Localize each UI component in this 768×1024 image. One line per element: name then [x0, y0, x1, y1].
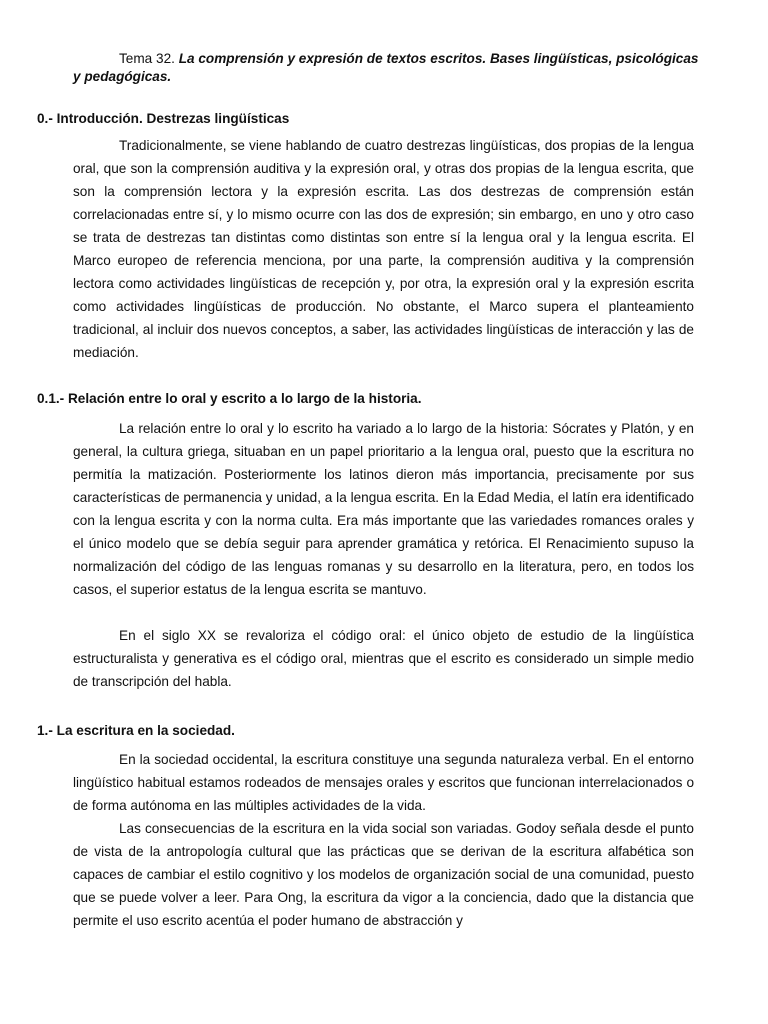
- section-heading-introduccion: 0.- Introducción. Destrezas lingüísticas: [37, 111, 290, 126]
- document-title: [73, 50, 703, 86]
- section-heading-escritura-sociedad: 1.- La escritura en la sociedad.: [37, 723, 235, 738]
- paragraph-sociedad-occidental: En la sociedad occidental, la escritura constituye una segunda naturaleza verbal. En el entorno lingüístico habitual estamos rodeados de mensajes orales y escritos que funcionan interrelacionados o de forma autónoma en las múltiples actividades de la vida.: [73, 752, 694, 813]
- paragraph-consecuencias-escritura: Las consecuencias de la escritura en la vida social son variadas. Godoy señala desde el punto de vista de la antropología cultural que las prácticas que se derivan de la escritura alfabética son capaces de cambiar el estilo cognitivo y los modelos de organización social de una comunidad, puesto que se puede volver a leer. Para Ong, la escritura da vigor a la conciencia, dado que la distancia que permite el uso escrito acentúa el poder humano de abstracción y: [73, 821, 694, 928]
- title-prefix: Tema 32.: [119, 51, 179, 66]
- paragraph-introduccion: Tradicionalmente, se viene hablando de cuatro destrezas lingüísticas, dos propias de la lengua oral, que son la comprensión auditiva y la expresión oral, y otras dos propias de la lengua escrita, que son la comprensión lectora y la expresión escrita. Las dos destrezas de comprensión están correlacionadas entre sí, y lo mismo ocurre con las dos de expresión; sin embargo, en uno y otro caso se trata de destrezas tan distintas como distintas son entre sí la lengua oral y la lengua escrita. El Marco europeo de referencia menciona, por una parte, la comprensión auditiva y la comprensión lectora como actividades lingüísticas de recepción y, por otra, la expresión oral y la expresión escrita como actividades lingüísticas de producción. No obstante, el Marco supera el planteamiento tradicional, al incluir dos nuevos conceptos, a saber, las actividades lingüísticas de interacción y las de mediación.: [73, 138, 694, 360]
- paragraph-siglo-xx: En el siglo XX se revaloriza el código oral: el único objeto de estudio de la lingüística estructuralista y generativa es el código oral, mientras que el escrito es considerado un simple medio de transcripción del habla.: [73, 628, 694, 689]
- title-text: La comprensión y expresión de textos escritos. Bases lingüísticas, psicológicas y pedagógicas.: [73, 51, 699, 84]
- paragraph-relacion-historia: La relación entre lo oral y lo escrito ha variado a lo largo de la historia: Sócrates y Platón, y en general, la cultura griega, situaban en un papel prioritario a la lengua oral, puesto que la escritura no permitía la matización. Posteriormente los latinos dieron más importancia, precisamente por sus características de permanencia y unidad, a la lengua escrita. En la Edad Media, el latín era identificado con la lengua escrita y con la norma culta. Era más importante que las variedades romances orales y el único modelo que se debía seguir para aprender gramática y retórica. El Renacimiento supuso la normalización del código de las lenguas romanas y su desarrollo en la literatura, pero, en todos los casos, el superior estatus de la lengua escrita se mantuvo.: [73, 421, 694, 597]
- section-heading-relacion-oral-escrito: 0.1.- Relación entre lo oral y escrito a lo largo de la historia.: [37, 391, 422, 406]
